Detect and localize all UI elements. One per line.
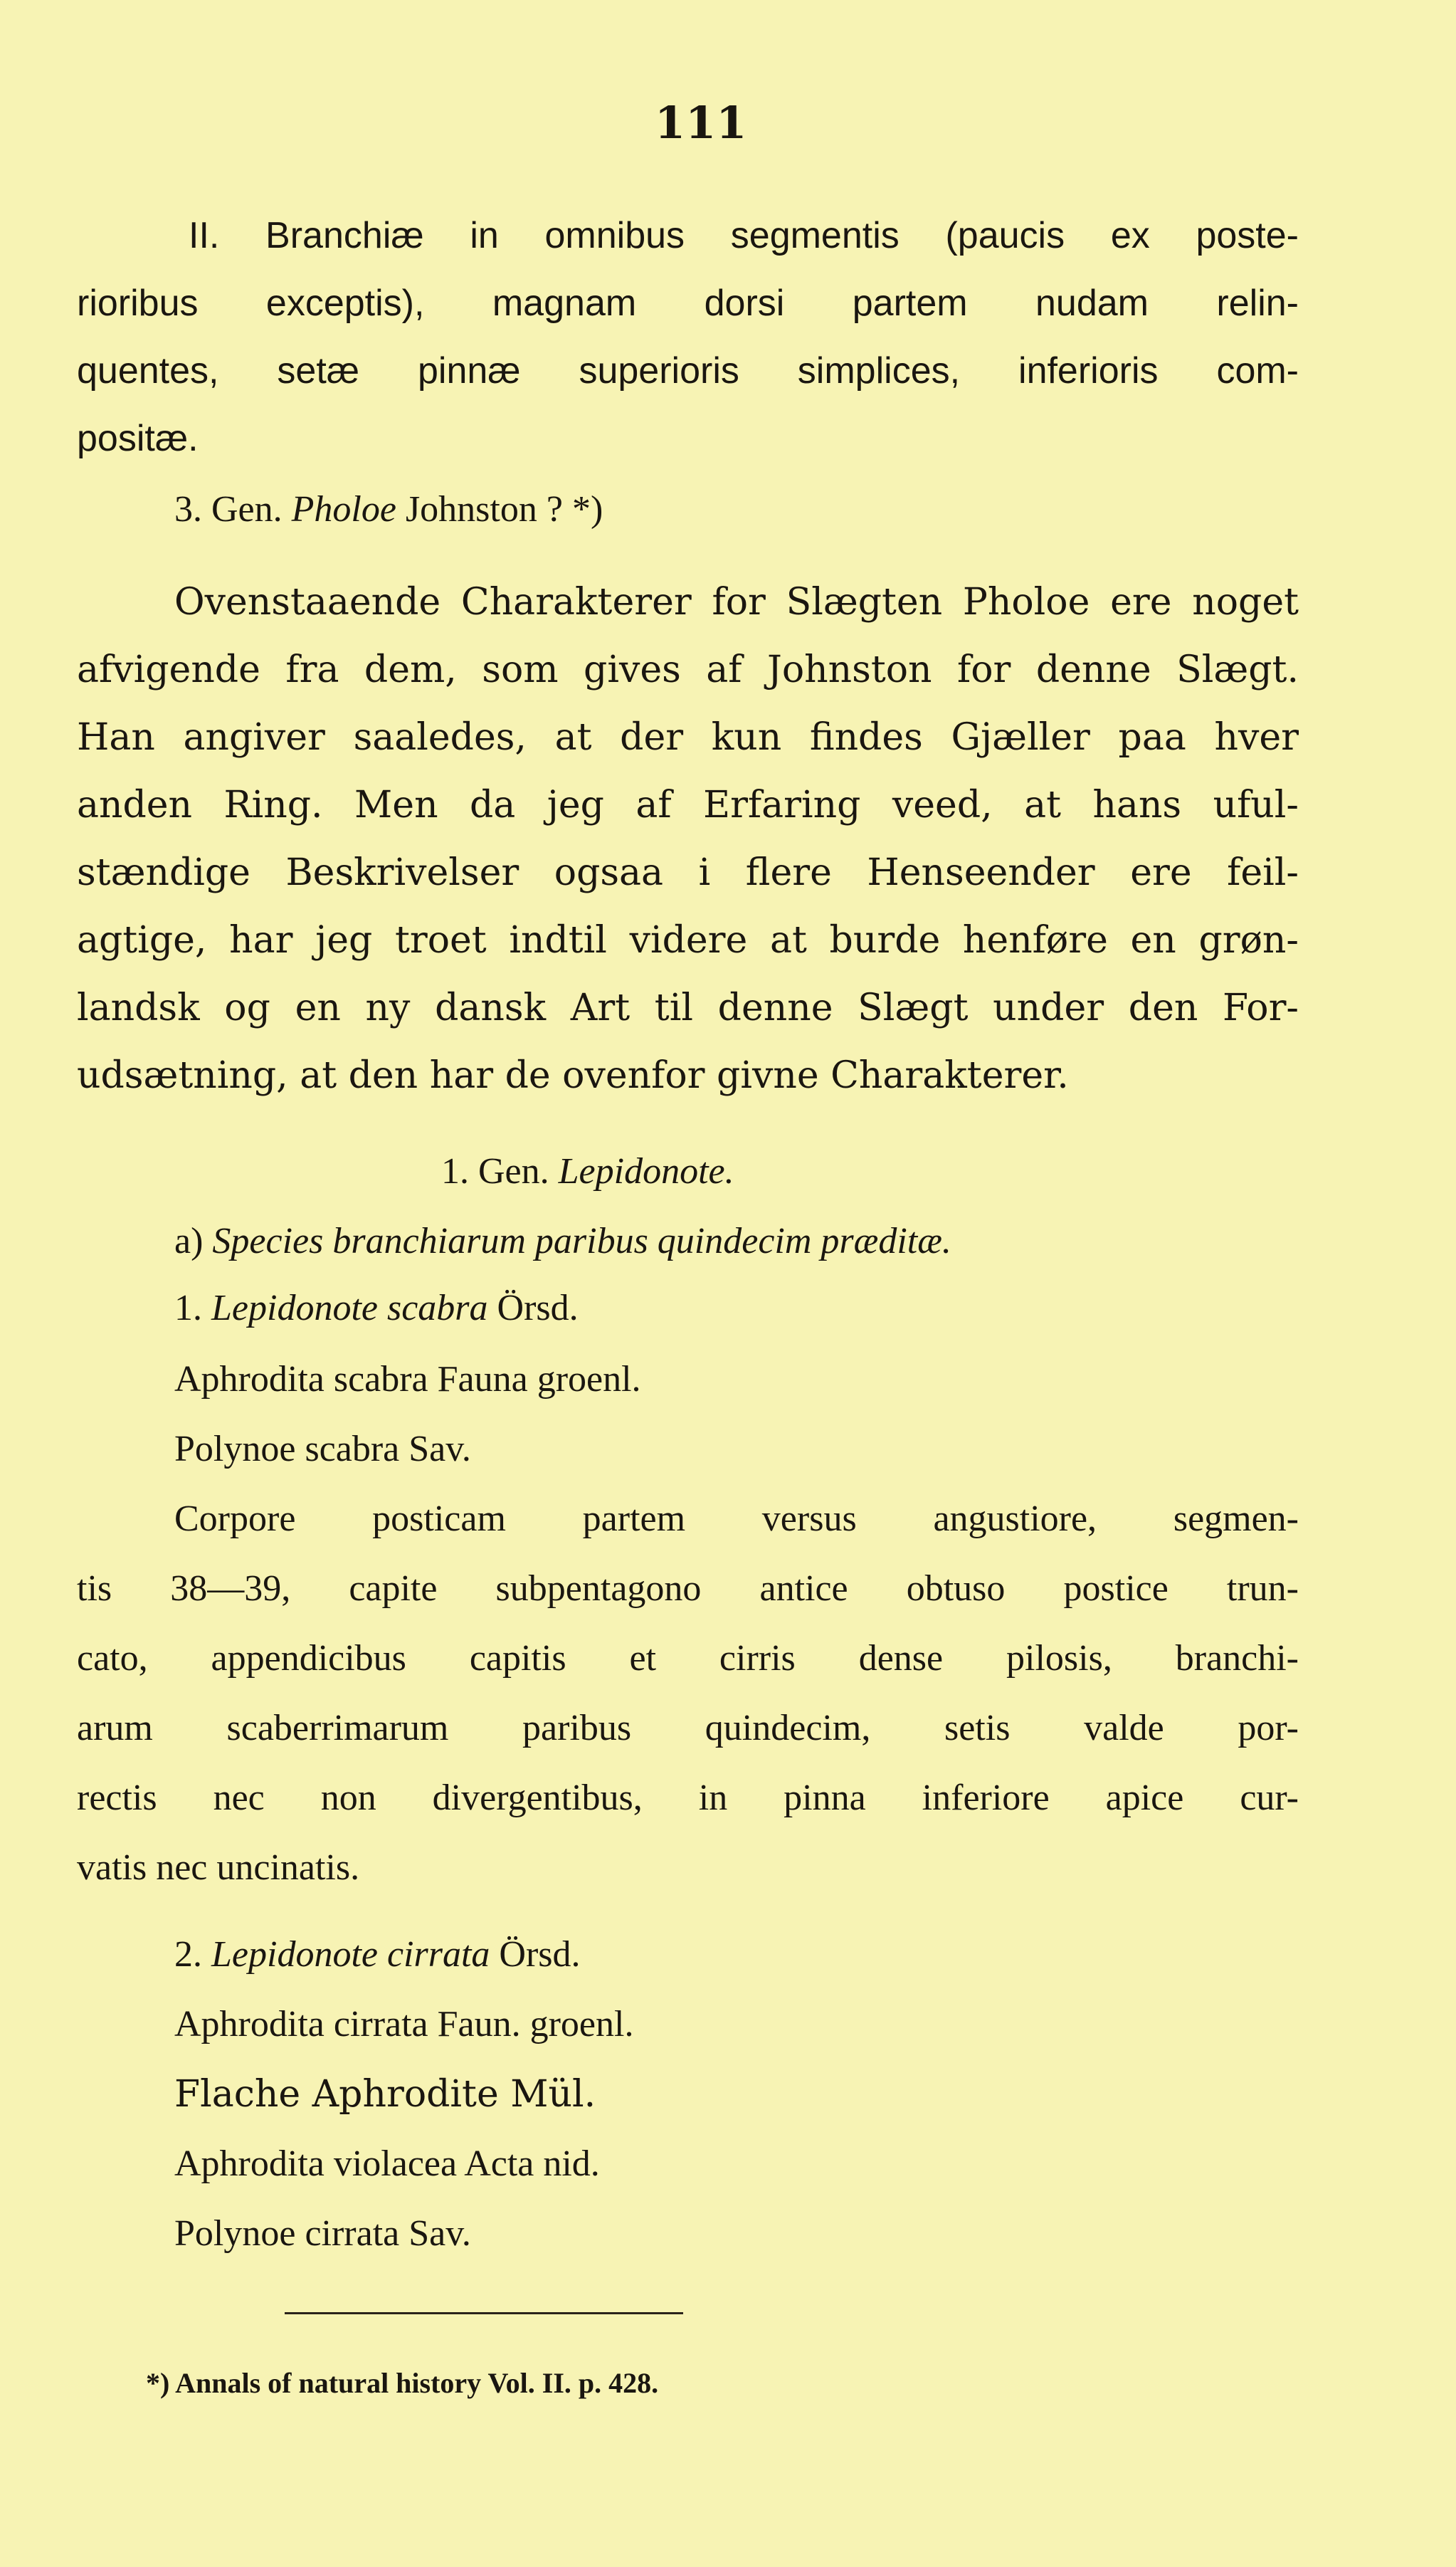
group-text: Species branchiarum paribus quindecim præditæ. (212, 1221, 951, 1261)
genus-number: 1. Gen. (441, 1151, 549, 1192)
genus-name: Pholoe (291, 489, 396, 530)
text-line: Corpore posticam partem versus angustiore, segmen- (174, 1498, 1299, 1539)
genus-heading-lepidonote (441, 1153, 734, 1190)
text-line: stændige Beskrivelser ogsaa i flere Henseender ere feil- (77, 851, 1299, 894)
synonym-line: Aphrodita cirrata Faun. groenl. (174, 2004, 634, 2044)
text-line: udsætning, at den har de ovenfor givne Charakterer. (77, 1054, 1069, 1097)
species-heading-scabra (174, 1290, 579, 1327)
synonym-line: Flache Aphrodite Mül. (174, 2073, 596, 2116)
text-line: agtige, har jeg troet indtil videre at burde henføre en grøn- (77, 919, 1299, 962)
species-name: Lepidonote cirrata (211, 1934, 490, 1975)
text-line: landsk og en ny dansk Art til denne Slægt under den For- (77, 987, 1299, 1029)
species-author: Örsd. (497, 1288, 579, 1328)
text-line: cato, appendicibus capitis et cirris dense pilosis, branchi- (77, 1638, 1299, 1679)
text-line: Han angiver saaledes, at der kun findes Gjæller paa hver (77, 716, 1299, 759)
footnote-divider (285, 2312, 683, 2314)
species-author: Örsd. (499, 1934, 581, 1975)
synonym-line: Aphrodita violacea Acta nid. (174, 2143, 600, 2184)
text-line: rectis nec non divergentibus, in pinna inferiore apice cur- (77, 1778, 1299, 1818)
species-number: 2. (174, 1934, 202, 1975)
text-line: positæ. (77, 418, 199, 459)
text-line: anden Ring. Men da jeg af Erfaring veed, at hans uful- (77, 784, 1299, 826)
genus-author: Johnston ? *) (405, 489, 603, 530)
synonym-line: Polynoe cirrata Sav. (174, 2213, 471, 2254)
text-line: II. Branchiæ in omnibus segmentis (paucis ex poste- (189, 215, 1299, 256)
genus-name: Lepidonote. (558, 1151, 734, 1192)
text-line: tis 38—39, capite subpentagono antice obtuso postice trun- (77, 1568, 1299, 1609)
text-line: afvigende fra dem, som gives af Johnston for denne Slægt. (77, 649, 1299, 691)
text-line: rioribus exceptis), magnam dorsi partem nudam relin- (77, 283, 1299, 324)
genus-number: 3. Gen. (174, 489, 283, 530)
footnote-text: Annals of natural history Vol. II. p. 428. (175, 2367, 659, 2399)
species-number: 1. (174, 1288, 202, 1328)
species-name: Lepidonote scabra (211, 1288, 488, 1328)
synonym-line: Aphrodita scabra Fauna groenl. (174, 1359, 641, 1400)
synonym-line: Polynoe scabra Sav. (174, 1429, 471, 1469)
species-heading-cirrata (174, 1936, 581, 1973)
text-line: arum scaberrimarum paribus quindecim, setis valde por- (77, 1708, 1299, 1748)
footnote (146, 2369, 658, 2398)
group-label: a) (174, 1221, 204, 1261)
text-line: quentes, setæ pinnæ superioris simplices, inferioris com- (77, 350, 1299, 392)
text-line: Ovenstaaende Charakterer for Slægten Pholoe ere noget (174, 581, 1299, 624)
page-number: 111 (655, 97, 747, 149)
species-group-heading (174, 1223, 951, 1260)
footnote-mark: *) (146, 2367, 170, 2399)
genus-heading-pholoe (174, 491, 603, 528)
text-line: vatis nec uncinatis. (77, 1847, 360, 1888)
